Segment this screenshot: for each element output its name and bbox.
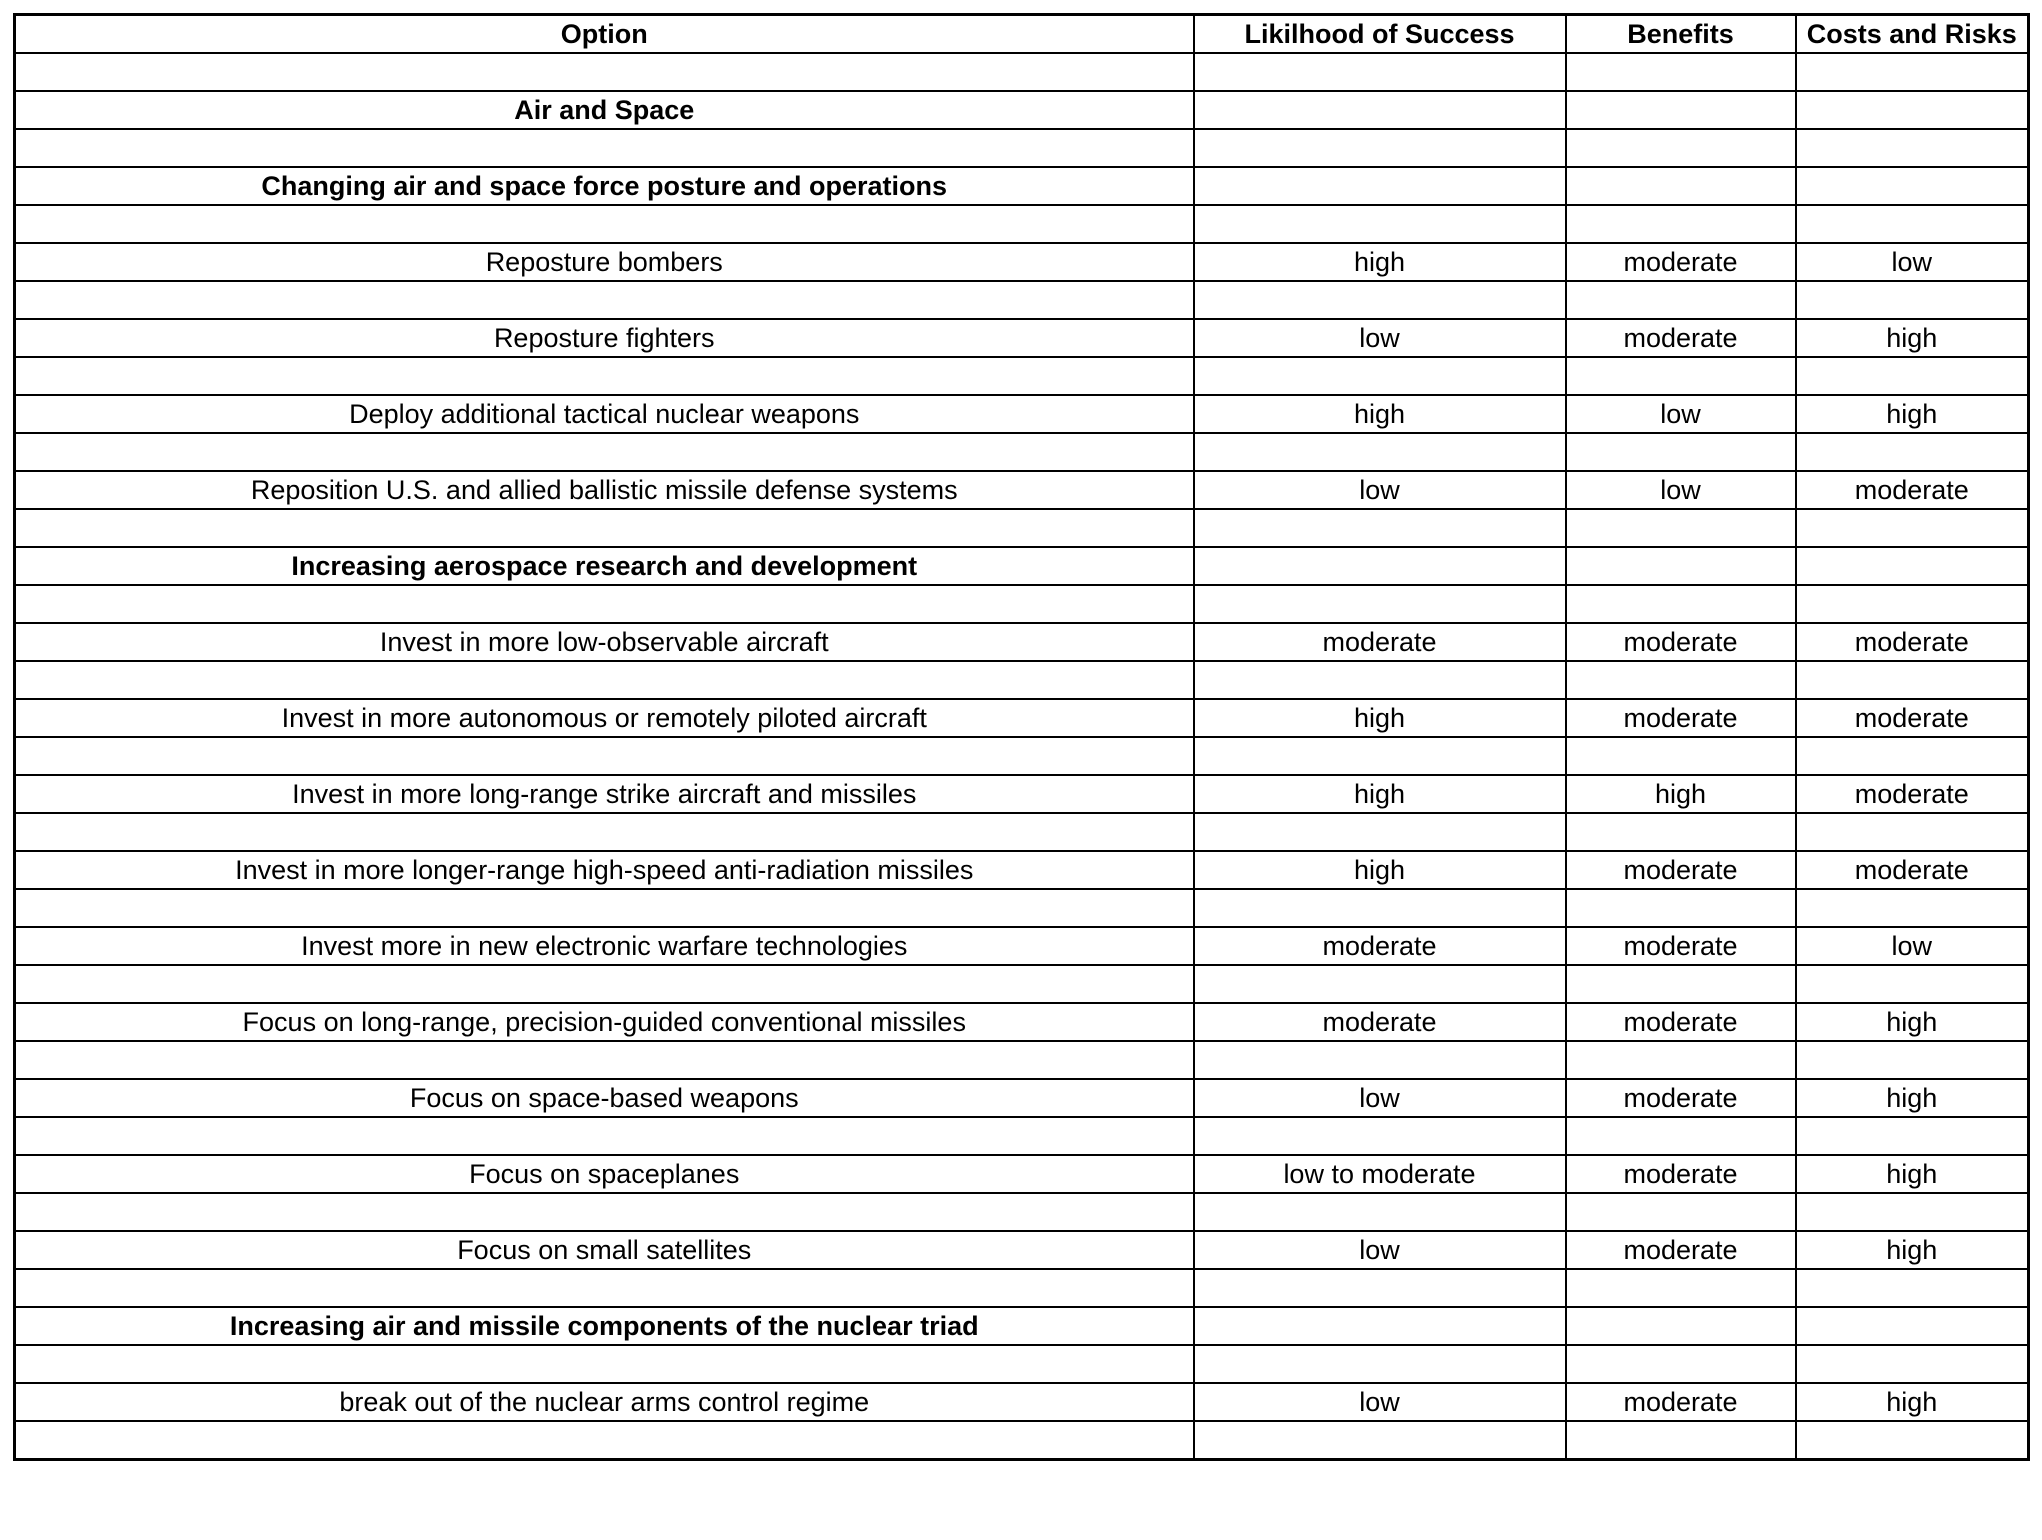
option-cell: Focus on small satellites [15,1231,1194,1269]
option-cell [15,1345,1194,1383]
option-cell [15,281,1194,319]
benefits-cell [1566,1041,1796,1079]
costs-risks-cell: moderate [1796,623,2029,661]
costs-risks-cell [1796,1421,2029,1460]
benefits-cell: moderate [1566,1079,1796,1117]
option-cell: Invest in more low-observable aircraft [15,623,1194,661]
costs-risks-cell: moderate [1796,775,2029,813]
option-cell [15,53,1194,91]
likelihood-cell: high [1194,851,1566,889]
option-cell [15,1117,1194,1155]
benefits-cell [1566,813,1796,851]
benefits-cell [1566,661,1796,699]
option-cell: Increasing air and missile components of the nuclear triad [15,1307,1194,1345]
section-header-row [15,1307,2029,1345]
option-cell [15,1193,1194,1231]
option-cell: Deploy additional tactical nuclear weapons [15,395,1194,433]
costs-risks-cell: low [1796,927,2029,965]
spacer-row [15,1421,2029,1460]
option-cell [15,965,1194,1003]
likelihood-cell [1194,1307,1566,1345]
spacer-row [15,433,2029,471]
likelihood-cell [1194,281,1566,319]
benefits-cell: moderate [1566,1383,1796,1421]
likelihood-cell [1194,585,1566,623]
options-table [13,13,2030,1461]
spacer-row [15,281,2029,319]
likelihood-cell [1194,509,1566,547]
benefits-cell: moderate [1566,851,1796,889]
table-row [15,1003,2029,1041]
likelihood-cell [1194,1421,1566,1460]
benefits-cell [1566,965,1796,1003]
option-cell: Reposture bombers [15,243,1194,281]
costs-risks-cell [1796,1307,2029,1345]
option-cell: Invest in more longer-range high-speed anti-radiation missiles [15,851,1194,889]
costs-risks-cell [1796,1269,2029,1307]
likelihood-cell [1194,53,1566,91]
costs-risks-cell [1796,1117,2029,1155]
spacer-row [15,737,2029,775]
spacer-row [15,205,2029,243]
costs-risks-cell [1796,1193,2029,1231]
likelihood-cell: low [1194,471,1566,509]
option-cell [15,585,1194,623]
table-row [15,623,2029,661]
costs-risks-cell: moderate [1796,471,2029,509]
costs-risks-cell [1796,357,2029,395]
likelihood-cell [1194,661,1566,699]
benefits-cell [1566,129,1796,167]
likelihood-cell: low [1194,1079,1566,1117]
option-cell: Invest more in new electronic warfare technologies [15,927,1194,965]
likelihood-cell [1194,357,1566,395]
table-row [15,1383,2029,1421]
spacer-row [15,129,2029,167]
likelihood-cell [1194,205,1566,243]
costs-risks-cell: moderate [1796,699,2029,737]
costs-risks-cell: high [1796,395,2029,433]
benefits-cell [1566,281,1796,319]
likelihood-cell [1194,1269,1566,1307]
option-cell [15,737,1194,775]
option-cell: Increasing aerospace research and development [15,547,1194,585]
costs-risks-cell: high [1796,1079,2029,1117]
costs-risks-cell [1796,889,2029,927]
benefits-cell [1566,1269,1796,1307]
likelihood-cell [1194,91,1566,129]
benefits-cell [1566,433,1796,471]
likelihood-cell: high [1194,699,1566,737]
costs-risks-cell: high [1796,1383,2029,1421]
likelihood-cell: low [1194,1383,1566,1421]
costs-risks-cell [1796,737,2029,775]
costs-risks-cell [1796,965,2029,1003]
spacer-row [15,357,2029,395]
likelihood-cell: low [1194,1231,1566,1269]
benefits-cell [1566,737,1796,775]
option-cell [15,889,1194,927]
spacer-row [15,1041,2029,1079]
benefits-cell [1566,53,1796,91]
spacer-row [15,889,2029,927]
costs-risks-cell [1796,53,2029,91]
benefits-cell: moderate [1566,1155,1796,1193]
benefits-cell [1566,509,1796,547]
table-row [15,775,2029,813]
benefits-cell [1566,1421,1796,1460]
benefits-cell [1566,205,1796,243]
benefits-cell: moderate [1566,319,1796,357]
option-cell [15,509,1194,547]
option-cell: Invest in more long-range strike aircraft and missiles [15,775,1194,813]
table-row [15,699,2029,737]
table-row [15,395,2029,433]
option-cell: Reposture fighters [15,319,1194,357]
option-cell [15,1421,1194,1460]
likelihood-cell [1194,965,1566,1003]
benefits-cell [1566,547,1796,585]
costs-risks-cell [1796,281,2029,319]
benefits-cell [1566,585,1796,623]
likelihood-cell: high [1194,243,1566,281]
table-row [15,471,2029,509]
table-body [15,53,2029,1460]
header-likelihood: Likilhood of Success [1194,15,1566,54]
option-cell: Changing air and space force posture and operations [15,167,1194,205]
option-cell [15,813,1194,851]
table-row [15,1231,2029,1269]
costs-risks-cell [1796,661,2029,699]
option-cell: Focus on long-range, precision-guided conventional missiles [15,1003,1194,1041]
option-cell: break out of the nuclear arms control regime [15,1383,1194,1421]
benefits-cell [1566,357,1796,395]
costs-risks-cell: high [1796,319,2029,357]
likelihood-cell: moderate [1194,1003,1566,1041]
section-header-row [15,91,2029,129]
costs-risks-cell: moderate [1796,851,2029,889]
benefits-cell [1566,1307,1796,1345]
table-row [15,927,2029,965]
costs-risks-cell [1796,1041,2029,1079]
option-cell: Reposition U.S. and allied ballistic missile defense systems [15,471,1194,509]
option-cell [15,1269,1194,1307]
option-cell [15,1041,1194,1079]
likelihood-cell [1194,1117,1566,1155]
spacer-row [15,1269,2029,1307]
benefits-cell: moderate [1566,623,1796,661]
option-cell: Invest in more autonomous or remotely piloted aircraft [15,699,1194,737]
likelihood-cell [1194,813,1566,851]
section-header-row [15,547,2029,585]
costs-risks-cell [1796,547,2029,585]
table-row [15,319,2029,357]
costs-risks-cell [1796,1345,2029,1383]
likelihood-cell [1194,889,1566,927]
benefits-cell: moderate [1566,1231,1796,1269]
benefits-cell: high [1566,775,1796,813]
likelihood-cell: high [1194,395,1566,433]
option-cell [15,205,1194,243]
costs-risks-cell [1796,91,2029,129]
costs-risks-cell [1796,433,2029,471]
costs-risks-cell [1796,509,2029,547]
likelihood-cell [1194,1193,1566,1231]
likelihood-cell [1194,547,1566,585]
spacer-row [15,1193,2029,1231]
benefits-cell: moderate [1566,1003,1796,1041]
likelihood-cell [1194,1041,1566,1079]
spacer-row [15,813,2029,851]
header-option: Option [15,15,1194,54]
table-row [15,243,2029,281]
option-cell [15,357,1194,395]
costs-risks-cell: high [1796,1003,2029,1041]
option-cell [15,433,1194,471]
likelihood-cell [1194,1345,1566,1383]
benefits-cell [1566,1117,1796,1155]
benefits-cell [1566,167,1796,205]
spacer-row [15,965,2029,1003]
table-row [15,1079,2029,1117]
option-cell [15,661,1194,699]
header-benefits: Benefits [1566,15,1796,54]
likelihood-cell: moderate [1194,623,1566,661]
benefits-cell: moderate [1566,699,1796,737]
benefits-cell: low [1566,395,1796,433]
benefits-cell: moderate [1566,243,1796,281]
option-cell: Focus on spaceplanes [15,1155,1194,1193]
costs-risks-cell [1796,585,2029,623]
likelihood-cell [1194,129,1566,167]
likelihood-cell: low to moderate [1194,1155,1566,1193]
benefits-cell: low [1566,471,1796,509]
section-header-row [15,167,2029,205]
benefits-cell [1566,889,1796,927]
option-cell: Air and Space [15,91,1194,129]
costs-risks-cell: high [1796,1155,2029,1193]
spacer-row [15,1117,2029,1155]
likelihood-cell [1194,167,1566,205]
costs-risks-cell [1796,205,2029,243]
benefits-cell [1566,1193,1796,1231]
benefits-cell [1566,91,1796,129]
option-cell: Focus on space-based weapons [15,1079,1194,1117]
spacer-row [15,1345,2029,1383]
costs-risks-cell [1796,129,2029,167]
likelihood-cell [1194,433,1566,471]
costs-risks-cell: low [1796,243,2029,281]
costs-risks-cell [1796,813,2029,851]
benefits-cell: moderate [1566,927,1796,965]
benefits-cell [1566,1345,1796,1383]
header-costs-risks: Costs and Risks [1796,15,2029,54]
header-row [15,15,2029,54]
costs-risks-cell: high [1796,1231,2029,1269]
option-cell [15,129,1194,167]
likelihood-cell [1194,737,1566,775]
spacer-row [15,661,2029,699]
costs-risks-cell [1796,167,2029,205]
spacer-row [15,53,2029,91]
likelihood-cell: low [1194,319,1566,357]
spacer-row [15,585,2029,623]
spacer-row [15,509,2029,547]
likelihood-cell: high [1194,775,1566,813]
table-row [15,851,2029,889]
table-row [15,1155,2029,1193]
likelihood-cell: moderate [1194,927,1566,965]
